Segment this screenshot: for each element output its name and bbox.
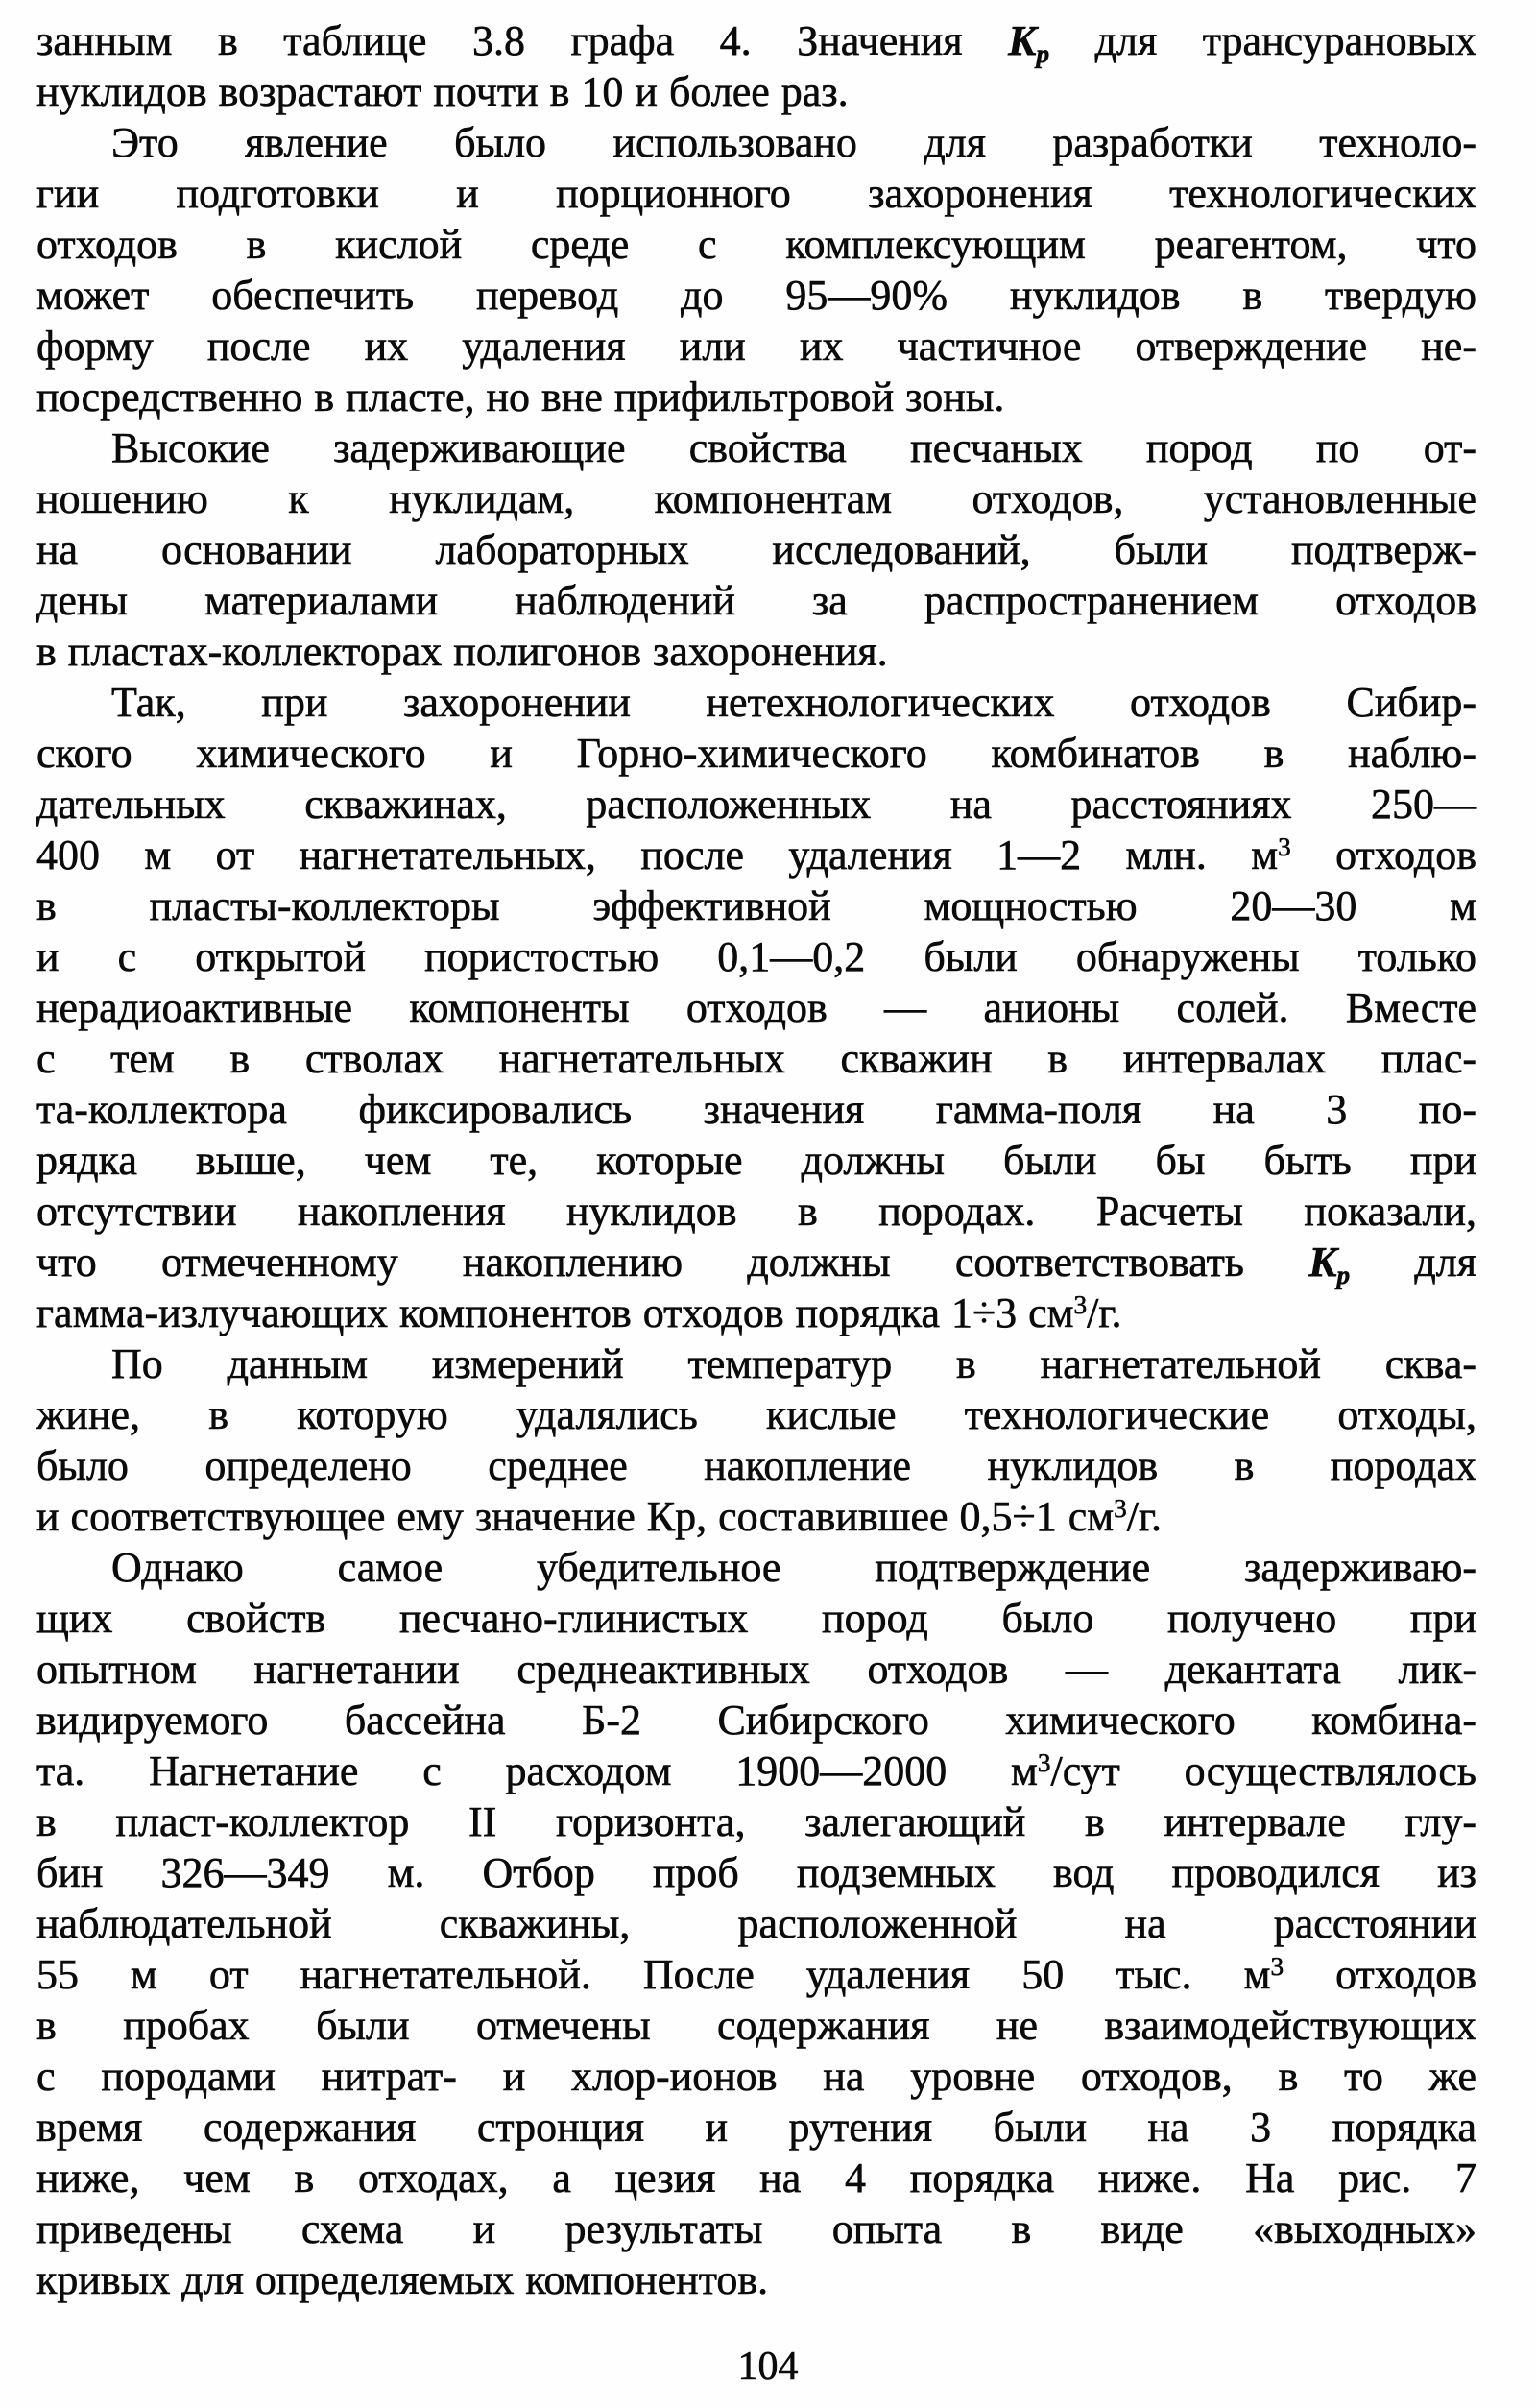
text-line [36,1288,1476,1338]
text-run: кривых для определяемых компонентов. [36,2256,769,2303]
text-run: гии подготовки и порционного захоронения технологических [36,170,1476,217]
text-run: 3 [1114,1493,1127,1523]
text-run: K [1008,17,1037,64]
text-line [36,2102,1476,2153]
text-run: нуклидов возрастают почти в 10 и более раз. [36,68,849,115]
text-line [36,117,1476,168]
text-run: щих свойств песчано-глинистых пород было получено при [36,1595,1476,1642]
text-run: видируемого бассейна Б-2 Сибирского химического комбина- [36,1697,1476,1744]
page-footer [0,2343,1536,2391]
text-run: /г. [1126,1493,1163,1540]
text-line [36,1847,1476,1898]
text-run: посредственно в пласте, но вне прифильтровой зоны. [36,373,1005,421]
text-run: форму после их удаления или их частичное отверждение не- [36,323,1476,370]
text-line [36,66,1476,117]
text-line [36,1949,1476,2000]
text-run: на основании лабораторных исследований, были подтверж- [36,526,1476,573]
text-run: Так, при захоронении нетехнологических отходов Сибир- [111,679,1476,726]
text-line [36,1593,1476,1644]
text-run: в пласты-коллекторы эффективной мощностью 20—30 м [36,882,1476,929]
text-line [36,982,1476,1033]
text-run: Высокие задерживающие свойства песчаных пород по от- [111,424,1476,471]
text-line [36,2051,1476,2102]
text-line [36,2153,1476,2203]
text-line [36,1644,1476,1695]
text-block [36,15,1476,2305]
text-run: приведены схема и результаты опыта в виде «выходных» [36,2205,1476,2252]
text-run: в пробах были отмечены содержания не взаимодействующих [36,2002,1476,2049]
text-run: отходов [1290,831,1476,879]
text-line [36,168,1476,219]
text-run: время содержания стронция и рутения были на 3 порядка [36,2104,1476,2151]
text-line [36,1186,1476,1237]
text-line [36,15,1476,66]
text-line [36,2254,1476,2305]
text-run: что отмеченному накоплению должны соответствовать [36,1239,1309,1286]
text-line [36,1338,1476,1389]
page-number: 104 [737,2345,799,2389]
text-run: занным в таблице 3.8 графа 4. Значения [36,17,1009,64]
text-line [36,219,1476,270]
text-line [36,1084,1476,1135]
text-line [36,880,1476,931]
text-line [36,931,1476,982]
text-run: и соответствующее ему значение Кр, составившее 0,5÷1 см [36,1493,1115,1540]
text-run: 3 [1270,1951,1284,1981]
text-run: K [1308,1239,1337,1286]
text-line [36,677,1476,728]
text-run: опытном нагнетании среднеактивных отходов — декантата лик- [36,1646,1476,1693]
text-run: 3 [1037,1747,1051,1777]
paragraph [36,422,1476,677]
text-run: в пласт-коллектор II горизонта, залегающий в интервале глу- [36,1798,1476,1845]
text-run: жине, в которую удалялись кислые технологические отходы, [36,1391,1476,1438]
paragraph [36,1338,1476,1542]
text-run: 400 м от нагнетательных, после удаления 1—2 млн. м [36,831,1279,879]
paragraph [36,677,1476,1338]
text-line [36,321,1476,372]
paragraph [36,117,1476,422]
text-run: гамма-излучающих компонентов отходов порядка 1÷3 см [36,1289,1074,1336]
text-line [36,1033,1476,1084]
text-run: может обеспечить перевод до 95—90% нуклидов в твердую [36,272,1476,319]
text-line [36,1542,1476,1593]
text-run: 3 [1278,831,1291,861]
text-line [36,2000,1476,2051]
text-line [36,728,1476,779]
text-run: дены материалами наблюдений за распространением отходов [36,577,1476,624]
text-run: та. Нагнетание с расходом 1900—2000 м [36,1747,1038,1794]
text-run: было определено среднее накопление нуклидов в породах [36,1442,1476,1489]
text-run: p [1336,1260,1351,1289]
text-run: рядка выше, чем те, которые должны были бы быть при [36,1137,1476,1184]
text-run: отходов [1284,1951,1477,1998]
text-run: с породами нитрат- и хлор-ионов на уровне отходов, в то же [36,2053,1476,2100]
text-line [36,1898,1476,1949]
text-run: дательных скважинах, расположенных на расстояниях 250— [36,781,1476,828]
text-run: в пластах-коллекторах полигонов захоронения. [36,628,888,675]
text-line [36,524,1476,575]
text-line [36,626,1476,677]
text-run: p [1036,38,1050,68]
text-run: Однако самое убедительное подтверждение задерживаю- [111,1544,1476,1591]
text-line [36,1440,1476,1491]
text-run: бин 326—349 м. Отбор проб подземных вод проводился из [36,1849,1476,1896]
text-run: наблюдательной скважины, расположенной на расстоянии [36,1900,1476,1947]
paragraph [36,1542,1476,2305]
text-run: отходов в кислой среде с комплексующим реагентом, что [36,221,1476,268]
text-line [36,1389,1476,1440]
text-line [36,1237,1476,1288]
text-line [36,830,1476,880]
text-line [36,1695,1476,1746]
text-line [36,1796,1476,1847]
text-run: 55 м от нагнетательной. После удаления 50 тыс. м [36,1951,1271,1998]
text-run: /г. [1087,1289,1122,1336]
text-run: с тем в стволах нагнетательных скважин в интервалах плас- [36,1035,1476,1082]
text-run: ниже, чем в отходах, а цезия на 4 порядка ниже. На рис. 7 [36,2155,1476,2202]
text-run: та-коллектора фиксировались значения гамма-поля на 3 по- [36,1086,1476,1133]
text-run: По данным измерений температур в нагнетательной сква- [111,1340,1476,1387]
text-line [36,372,1476,422]
text-line [36,270,1476,321]
paragraph [36,15,1476,117]
text-line [36,2203,1476,2254]
text-line [36,779,1476,830]
text-line [36,1746,1476,1796]
text-run: отсутствии накопления нуклидов в породах. Расчеты показали, [36,1188,1476,1235]
text-line [36,575,1476,626]
text-run: /сут осуществлялось [1050,1747,1476,1794]
text-run: ношению к нуклидам, компонентам отходов, установленные [36,475,1476,522]
text-run: 3 [1073,1289,1088,1319]
text-line [36,1135,1476,1186]
text-run: для [1350,1239,1476,1286]
text-line [36,422,1476,473]
text-line [36,1491,1476,1542]
text-run: ского химического и Горно-химического комбинатов в наблю- [36,730,1476,777]
text-run: и с открытой пористостью 0,1—0,2 были обнаружены только [36,933,1476,980]
text-run: Это явление было использовано для разработки техноло- [111,119,1476,166]
text-run: для трансурановых [1049,17,1476,64]
text-run: нерадиоактивные компоненты отходов — анионы солей. Вместе [36,984,1476,1031]
text-line [36,473,1476,524]
